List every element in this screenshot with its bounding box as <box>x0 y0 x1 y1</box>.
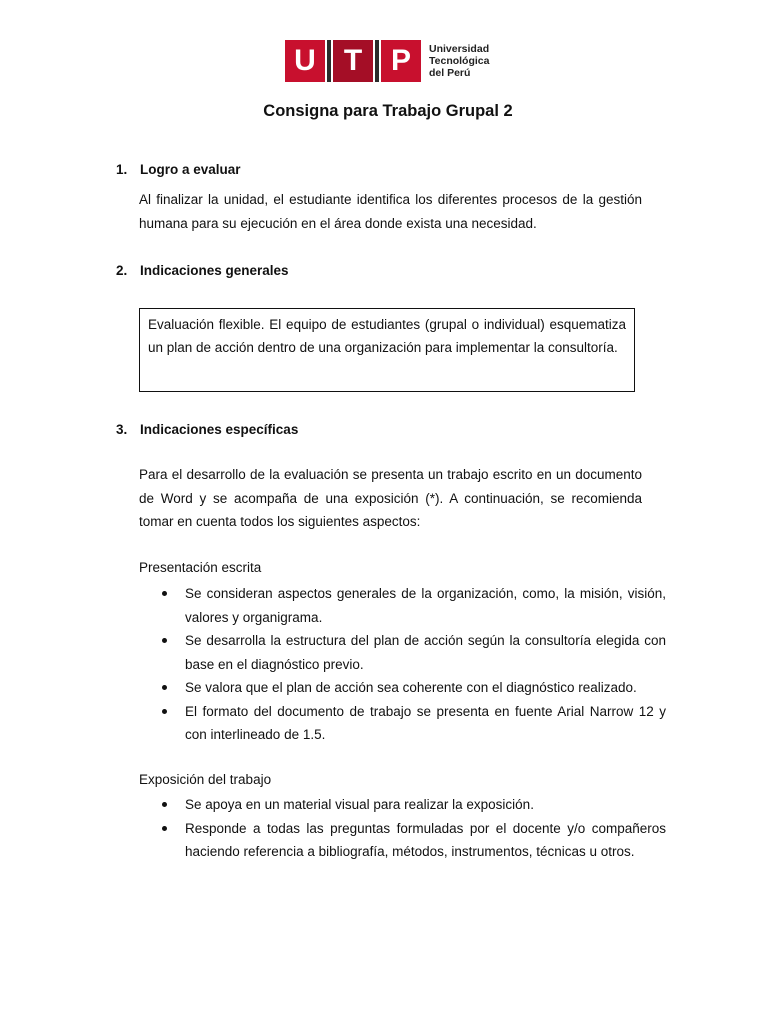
list-item-text: Se desarrolla la estructura del plan de acción según la consultoría elegida con base en el diagnóstico previo. <box>185 633 666 672</box>
bullet-icon <box>162 709 167 714</box>
section-1-number: 1. <box>116 162 128 177</box>
bullet-icon <box>162 826 167 831</box>
list-item <box>139 793 666 817</box>
logo-separator <box>375 40 379 82</box>
section-1-title: Logro a evaluar <box>140 162 241 177</box>
document-title: Consigna para Trabajo Grupal 2 <box>263 102 513 120</box>
list-item-text: Responde a todas las preguntas formuladas por el docente y/o compañeros haciendo referencia a bibliografía, métodos, instrumentos, técnicas u otros. <box>185 820 666 859</box>
list-item <box>139 629 666 676</box>
logo-letter-t: T <box>333 40 373 82</box>
exposition-label: Exposición del trabajo <box>139 772 272 787</box>
list-item <box>139 700 666 747</box>
list-item <box>139 817 666 864</box>
section-2-title: Indicaciones generales <box>140 263 289 278</box>
section-3-title: Indicaciones específicas <box>140 422 299 437</box>
logo-text-line-1: Universidad <box>429 43 490 55</box>
logo-university-name <box>429 43 489 79</box>
exposition-list <box>139 793 666 864</box>
general-indications-box: Evaluación flexible. El equipo de estudiantes (grupal o individual) esquematiza un plan de acción dentro de una organización para implementar la consultoría. <box>139 308 635 392</box>
logo-text-line-3: del Perú <box>429 67 471 79</box>
utp-logo <box>285 40 489 82</box>
section-1-heading <box>116 162 241 177</box>
section-3-intro: Para el desarrollo de la evaluación se presenta un trabajo escrito en un documento de Word y se acompaña de una exposición (*). A continuación, se recomienda tomar en cuenta todos los siguientes aspectos: <box>139 467 642 529</box>
section-2-heading <box>116 263 289 278</box>
logo-text-line-2: Tecnológica <box>429 55 490 67</box>
bullet-icon <box>162 685 167 690</box>
bullet-icon <box>162 802 167 807</box>
logo-separator <box>327 40 331 82</box>
bullet-icon <box>162 638 167 643</box>
list-item <box>139 676 666 700</box>
section-1-text: Al finalizar la unidad, el estudiante identifica los diferentes procesos de la gestión humana para su ejecución en el área donde exista una necesidad. <box>139 192 642 231</box>
section-3-number: 3. <box>116 422 128 437</box>
written-presentation-label: Presentación escrita <box>139 560 262 575</box>
list-item-text: Se consideran aspectos generales de la organización, como, la misión, visión, valores y organigrama. <box>185 586 666 625</box>
written-presentation-list <box>139 582 666 747</box>
bullet-icon <box>162 591 167 596</box>
logo-letter-p: P <box>381 40 421 82</box>
logo-letter-u: U <box>285 40 325 82</box>
list-item-text: Se valora que el plan de acción sea coherente con el diagnóstico realizado. <box>185 680 637 695</box>
section-3-heading <box>116 422 298 437</box>
section-2-number: 2. <box>116 263 128 278</box>
list-item-text: Se apoya en un material visual para realizar la exposición. <box>185 797 534 812</box>
list-item-text: El formato del documento de trabajo se presenta en fuente Arial Narrow 12 y con interlineado de 1.5. <box>185 703 666 742</box>
list-item <box>139 582 666 629</box>
